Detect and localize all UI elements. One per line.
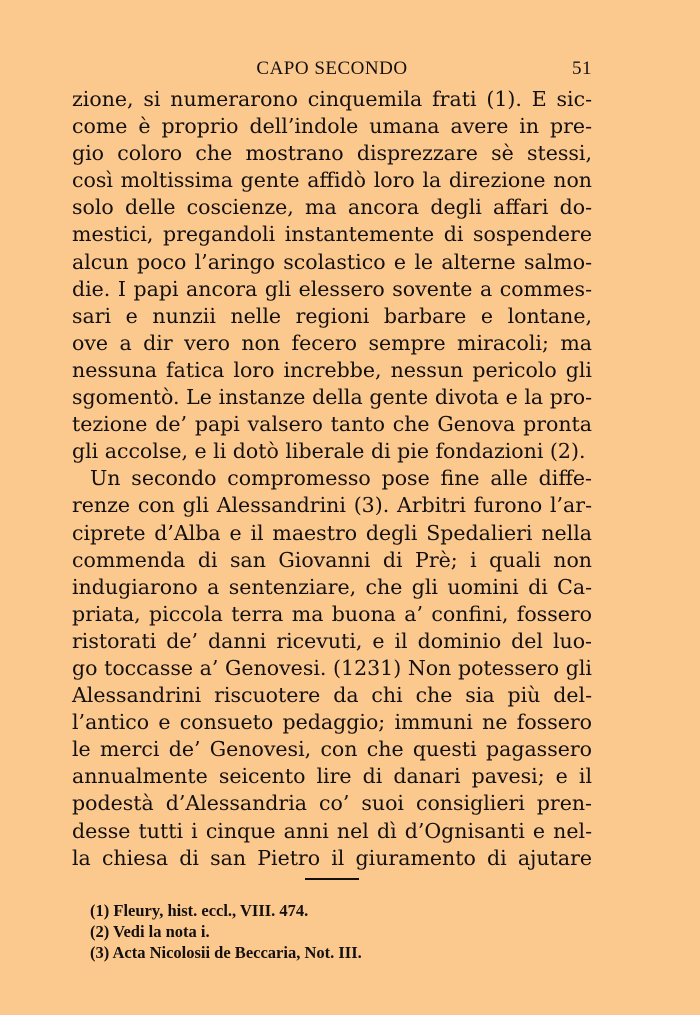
text-line: sgomentò. Le instanze della gente divota e la pro- — [72, 385, 592, 410]
text-line: podestà d’Alessandria co’ suoi consiglieri pren- — [72, 791, 592, 816]
page-number: 51 — [572, 58, 592, 79]
text-line: così moltissima gente affidò loro la direzione non — [72, 168, 592, 193]
footnote-divider — [305, 878, 359, 880]
text-line: come è proprio dell’indole umana avere in pre- — [72, 114, 592, 139]
text-line: zione, si numerarono cinquemila frati (1). E sic- — [72, 87, 592, 111]
text-line: Un secondo compromesso pose fine alle diffe- — [90, 466, 592, 491]
text-line: mestici, pregandoli instantemente di sospendere — [72, 222, 592, 247]
text-line: solo delle coscienze, ma ancora degli affari do- — [72, 195, 592, 220]
text-line: la chiesa di san Pietro il giuramento di ajutare — [72, 845, 592, 870]
text-line: die. I papi ancora gli elessero sovente a commes- — [72, 276, 592, 301]
text-line: Alessandrini riscuotere da chi che sia più del- — [72, 683, 592, 708]
text-line: annualmente seicento lire di danari pavesi; e il — [72, 764, 592, 789]
footnotes — [90, 900, 510, 963]
footnote-3: (3) Acta Nicolosii de Beccaria, Not. III. — [90, 943, 362, 962]
running-header — [72, 58, 592, 86]
text-line: sari e nunzii nelle regioni barbare e lontane, — [72, 303, 592, 328]
text-line: desse tutti i cinque anni nel dì d’Ognisanti e nel- — [72, 818, 592, 843]
text-line: gio coloro che mostrano disprezzare sè stessi, — [72, 141, 592, 166]
text-line: tezione de’ papi valsero tanto che Genova pronta — [72, 412, 592, 437]
text-line: ristorati de’ danni ricevuti, e il dominio del luo- — [72, 628, 592, 653]
text-line: go toccasse a’ Genovesi. (1231) Non potessero gli — [72, 655, 592, 680]
text-line: priata, piccola terra ma buona a’ confini, fossero — [72, 601, 592, 626]
text-line: gli accolse, e li dotò liberale di pie fondazioni (2). — [72, 439, 586, 464]
text-line: commenda di san Giovanni di Prè; i quali non — [72, 547, 592, 572]
text-line: le merci de’ Genovesi, con che questi pagassero — [72, 737, 592, 762]
footnote-1: (1) Fleury, hist. eccl., VIII. 474. — [90, 901, 309, 920]
text-line: nessuna fatica loro increbbe, nessun pericolo gli — [72, 357, 592, 382]
text-line: ove a dir vero non fecero sempre miracoli; ma — [72, 330, 592, 355]
text-line: ciprete d’Alba e il maestro degli Spedalieri nella — [72, 520, 592, 545]
text-line: indugiarono a sentenziare, che gli uomini di Ca- — [72, 574, 592, 599]
text-line: alcun poco l’aringo scolastico e le alterne salmo- — [72, 249, 592, 274]
footnote-2: (2) Vedi la nota i. — [90, 922, 210, 941]
text-line: renze con gli Alessandrini (3). Arbitri furono l’ar- — [72, 493, 592, 518]
text-line: l’antico e consueto pedaggio; immuni ne fossero — [72, 710, 592, 735]
body-text — [72, 86, 592, 872]
chapter-title: CAPO SECONDO — [256, 58, 408, 79]
